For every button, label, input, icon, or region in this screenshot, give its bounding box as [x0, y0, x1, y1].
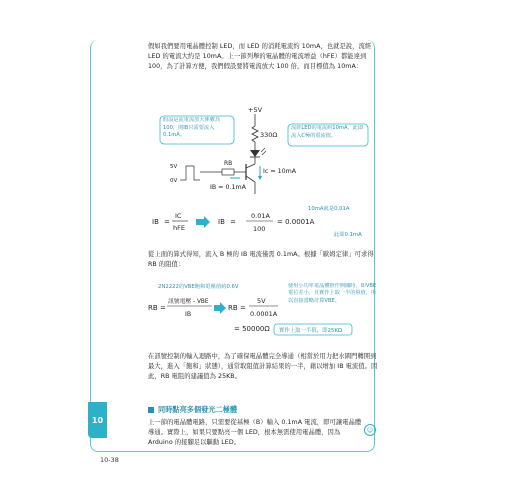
input-low-label: 0V — [170, 178, 178, 184]
main-content — [148, 42, 380, 73]
eq1-arrow-icon — [196, 216, 210, 228]
rb-label: RB — [224, 160, 233, 167]
eq2-den-left: IB — [185, 311, 192, 318]
middle-paragraph: 從上面的算式得知，流入 B 極的 IB 電流僅需 0.1mA。根據「歐姆定律」可求得 RB 的阻值： — [148, 251, 374, 269]
svg-text:=: = — [164, 218, 170, 226]
eq1-result: = 0.0001A — [277, 218, 315, 226]
paragraph4-block — [148, 418, 366, 449]
heading-square-icon — [148, 407, 154, 413]
eq2-note-top: 2N2222的VBE飽和電壓值約0.6V — [158, 284, 239, 290]
eq2-num-left: 訊號電壓 - VBE — [168, 299, 209, 305]
eq2-arrow-icon — [214, 302, 226, 314]
eq1-den: 100 — [253, 225, 266, 233]
eq2-note-result: 實作上取一半值，即25KΩ — [279, 328, 343, 334]
eq2-num-right: 5V — [257, 297, 266, 305]
middle-text-block — [148, 250, 380, 270]
page-frame — [90, 40, 375, 452]
eq2-result: = 50000Ω — [234, 325, 270, 333]
paragraph-3: 在訊號控制的輸入迴路中，為了確保電晶體完全導通（相當於用力把水閘門轉開到最大，進入「飽和」狀態），通常取阻值計算結果的一半，藉以增加 IB 電流值。因此，RB 電阻的建議值為 25KB。 — [148, 353, 378, 381]
note-right-text: 流經LED的電流約10mA，此即流入C極的電流值。 — [291, 125, 364, 139]
intro-paragraph: 假如我們要用電晶體控制 LED，而 LED 的消耗電流約 10mA，也就是說，流經 LED 的電流大約是 10mA。上一節列舉的電晶體的電流增益（hFE）都能達到 100，為了計算方便，我們假設要將電流放大 100 倍，而目標值為 10mA： — [148, 43, 372, 71]
note-left-text: 假設是流電流放大係數為100，則IB只需要流入0.1mA。 — [163, 117, 221, 138]
resistor-label: 330Ω — [260, 131, 278, 139]
circuit-diagram — [148, 104, 380, 200]
eq1-lhs2: IB — [218, 218, 225, 226]
paragraph-4: 上一節的電晶體電路，只需要從基極（B）輸入 0.1mA 電流，即可讓電晶體導通。實際上，如果只要點亮一個 LED，根本無需使用電晶體，因為 Arduino 的接腳足以驅動 LED。 — [148, 419, 362, 447]
eq2-den-right: 0.0001A — [250, 310, 278, 318]
input-high-label: 5V — [170, 164, 178, 170]
paragraph3-block — [148, 352, 380, 383]
eq1-ic: IC — [175, 212, 182, 220]
section-heading — [148, 405, 237, 415]
heading-text: 同時點亮多個發光二極體 — [158, 405, 238, 414]
eq1-note-top: 10mA就是0.01A — [308, 206, 350, 212]
eq1-num: 0.01A — [251, 212, 270, 220]
eq2-rb: RB — [228, 304, 238, 312]
page-number: 10-38 — [100, 456, 119, 464]
eq1-lhs: IB — [152, 218, 159, 226]
chapter-tab: 10 — [88, 402, 107, 438]
ib-label: IB = 0.1mA — [210, 184, 246, 191]
led-symbol — [250, 150, 260, 157]
eq1-hfe: hFE — [173, 224, 185, 232]
svg-text:=: = — [160, 304, 166, 312]
rb-resistor — [222, 169, 234, 175]
equation-ib — [148, 202, 380, 242]
ic-label: Ic = 10mA — [263, 168, 297, 175]
robot-face-icon: ☺ — [364, 424, 376, 436]
eq1-note-bottom: 此即0.1mA — [334, 232, 362, 238]
svg-text:=: = — [240, 304, 246, 312]
vcc-label: +5V — [248, 106, 263, 114]
eq2-note-right: 使用小功率電晶體推作開關時，即VBE電位差小，且實作上取一半的阻值，所以直接當略計算VBE。 — [288, 283, 377, 304]
input-pulse — [180, 166, 200, 180]
svg-text:=: = — [230, 218, 236, 226]
equation-rb — [148, 281, 380, 343]
resistor-symbol — [252, 126, 258, 142]
eq2-lhs: RB — [148, 304, 158, 312]
